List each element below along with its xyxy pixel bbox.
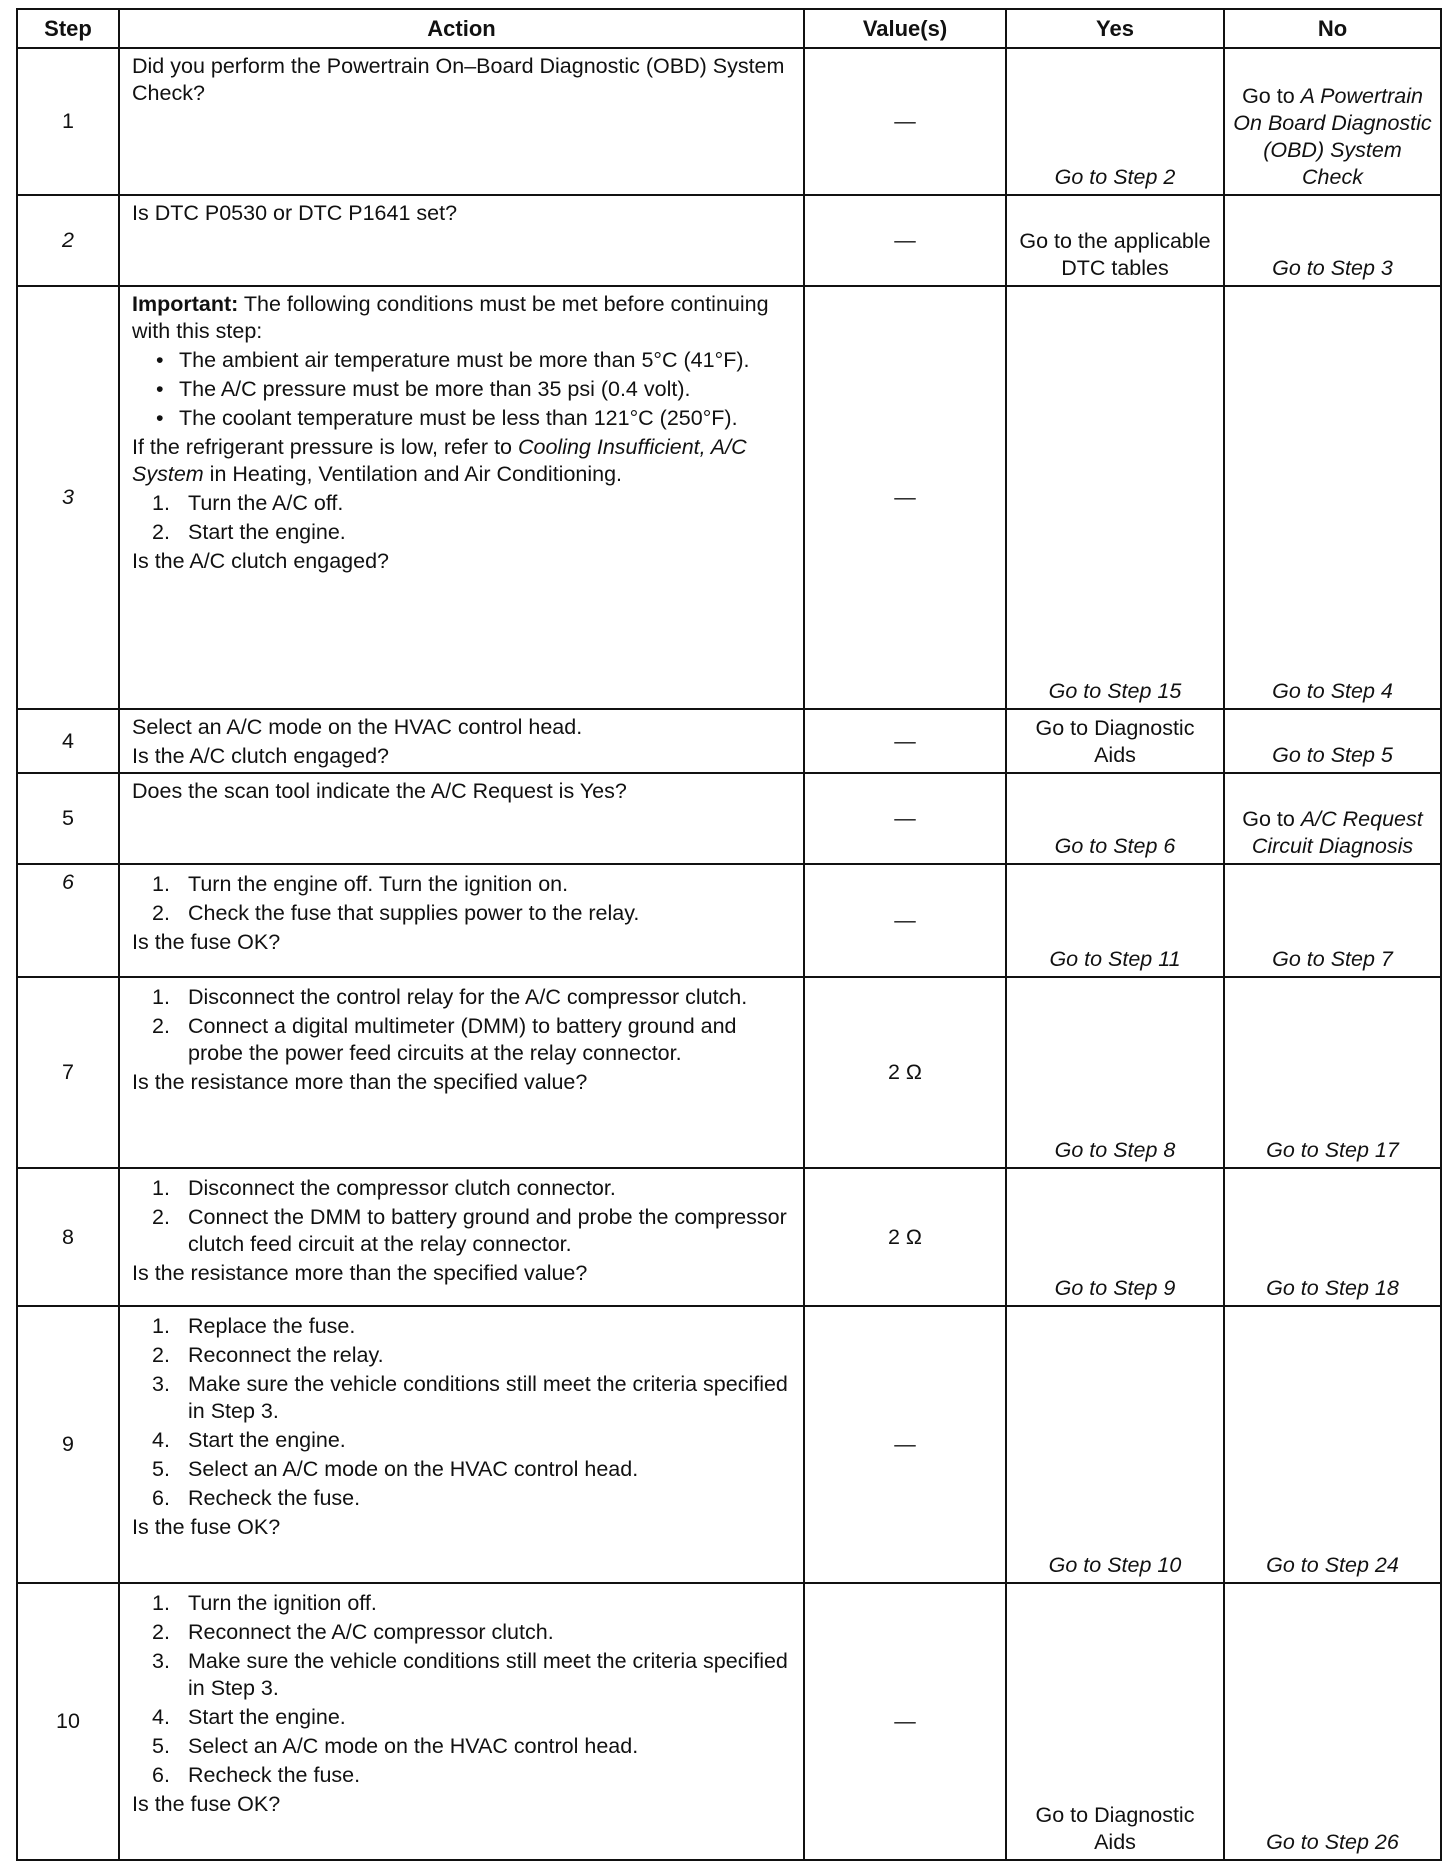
value-cell: 2 Ω — [804, 977, 1006, 1168]
question: Is the fuse OK? — [132, 1792, 281, 1816]
bullet-text: The A/C pressure must be more than 35 psi (0.4 volt). — [179, 377, 691, 401]
action-text: Does the scan tool indicate the A/C Request is Yes? — [132, 779, 627, 803]
step-number: 3 — [17, 286, 119, 709]
refer-text-a: If the refrigerant pressure is low, refer to — [132, 435, 512, 459]
item-text: Disconnect the compressor clutch connector. — [188, 1176, 616, 1200]
yes-link[interactable]: Go to Step 10 — [1006, 1306, 1224, 1583]
item-text: Recheck the fuse. — [188, 1486, 361, 1510]
no-link[interactable]: Go to Step 18 — [1224, 1168, 1441, 1306]
list-item — [132, 1456, 793, 1483]
item-number: 2. — [152, 520, 170, 544]
list-item — [132, 1485, 793, 1512]
no-link-text[interactable]: A/C Request Circuit Diagnosis — [1251, 807, 1423, 858]
list-item — [132, 347, 793, 374]
value-cell: — — [804, 286, 1006, 709]
no-link[interactable]: Go to Step 17 — [1224, 977, 1441, 1168]
no-link[interactable] — [1224, 773, 1441, 864]
table-row-step-1 — [17, 48, 1441, 195]
item-number: 4. — [152, 1705, 170, 1729]
value-cell: — — [804, 709, 1006, 773]
question: Is the A/C clutch engaged? — [132, 744, 389, 768]
bullet-text: The coolant temperature must be less than 121°C (250°F). — [179, 406, 738, 430]
steps-list — [132, 1313, 793, 1512]
no-link[interactable]: Go to Step 24 — [1224, 1306, 1441, 1583]
no-link[interactable]: Go to Step 7 — [1224, 864, 1441, 977]
step-number: 2 — [17, 195, 119, 286]
table-row-step-8 — [17, 1168, 1441, 1306]
header-values: Value(s) — [804, 9, 1006, 48]
no-link[interactable]: Go to Step 26 — [1224, 1583, 1441, 1860]
yes-link[interactable]: Go to Step 15 — [1006, 286, 1224, 709]
table-row-step-9 — [17, 1306, 1441, 1583]
no-prefix: Go to — [1242, 807, 1295, 831]
list-item — [132, 1013, 793, 1067]
steps-list — [132, 984, 793, 1067]
steps-list — [132, 1590, 793, 1789]
value-cell: — — [804, 773, 1006, 864]
item-number: 2. — [152, 1014, 170, 1038]
list-item — [132, 405, 793, 432]
item-text: Start the engine. — [188, 1705, 346, 1729]
item-text: Make sure the vehicle conditions still meet the criteria specified in Step 3. — [188, 1649, 788, 1700]
item-text: Turn the engine off. Turn the ignition on. — [188, 872, 569, 896]
header-action: Action — [119, 9, 804, 48]
step-number: 10 — [17, 1583, 119, 1860]
item-number: 1. — [152, 1314, 170, 1338]
step-number: 4 — [17, 709, 119, 773]
bullet-text: The ambient air temperature must be more than 5°C (41°F). — [179, 348, 750, 372]
item-text: Connect a digital multimeter (DMM) to battery ground and probe the power feed circuits at the relay connector. — [188, 1014, 737, 1065]
item-number: 2. — [152, 1343, 170, 1367]
action-cell — [119, 195, 804, 286]
important-label: Important: — [132, 292, 239, 316]
item-number: 6. — [152, 1763, 170, 1787]
item-number: 5. — [152, 1734, 170, 1758]
refer-text-b: in Heating, Ventilation and Air Conditioning. — [209, 462, 623, 486]
no-link-text[interactable]: A Powertrain On Board Diagnostic (OBD) System Check — [1233, 84, 1432, 189]
important-text: The following conditions must be met before continuing with this step: — [132, 292, 769, 343]
header-row — [17, 9, 1441, 48]
no-link[interactable]: Go to Step 3 — [1224, 195, 1441, 286]
item-text: Turn the ignition off. — [188, 1591, 377, 1615]
action-cell — [119, 773, 804, 864]
table-row-step-5 — [17, 773, 1441, 864]
list-item — [132, 1175, 793, 1202]
list-item — [132, 984, 793, 1011]
question: Is the fuse OK? — [132, 930, 281, 954]
item-number: 2. — [152, 1620, 170, 1644]
step-number: 1 — [17, 48, 119, 195]
refer-link[interactable]: Cooling Insufficient, A/C System — [132, 435, 747, 486]
item-text: Replace the fuse. — [188, 1314, 356, 1338]
item-number: 3. — [152, 1649, 170, 1673]
table-row-step-10 — [17, 1583, 1441, 1860]
list-item — [132, 900, 793, 927]
item-text: Recheck the fuse. — [188, 1763, 361, 1787]
steps-list — [132, 490, 793, 546]
question: Is the resistance more than the specified value? — [132, 1261, 588, 1285]
conditions-list — [132, 347, 793, 432]
yes-link[interactable]: Go to Step 2 — [1006, 48, 1224, 195]
no-prefix: Go to — [1242, 84, 1295, 108]
action-cell — [119, 48, 804, 195]
item-number: 5. — [152, 1457, 170, 1481]
item-number: 1. — [152, 1591, 170, 1615]
item-text: Connect the DMM to battery ground and probe the compressor clutch feed circuit at the relay connector. — [188, 1205, 787, 1256]
yes-link[interactable]: Go to Diagnostic Aids — [1006, 709, 1224, 773]
table-row-step-6 — [17, 864, 1441, 977]
yes-link[interactable]: Go to Diagnostic Aids — [1006, 1583, 1224, 1860]
action-cell — [119, 1306, 804, 1583]
action-cell — [119, 1168, 804, 1306]
action-cell — [119, 286, 804, 709]
item-number: 1. — [152, 872, 170, 896]
action-cell — [119, 709, 804, 773]
list-item — [132, 1762, 793, 1789]
steps-list — [132, 1175, 793, 1258]
value-cell: — — [804, 864, 1006, 977]
list-item — [132, 1371, 793, 1425]
table-row-step-7 — [17, 977, 1441, 1168]
item-number: 1. — [152, 1176, 170, 1200]
diagnostic-table — [16, 8, 1442, 1861]
steps-list — [132, 871, 793, 927]
item-text: Select an A/C mode on the HVAC control head. — [188, 1457, 639, 1481]
no-link[interactable]: Go to Step 4 — [1224, 286, 1441, 709]
refer-text — [132, 434, 793, 488]
table-row-step-2 — [17, 195, 1441, 286]
item-number: 1. — [152, 985, 170, 1009]
item-number: 1. — [152, 491, 170, 515]
bullet-icon: • — [156, 406, 164, 430]
action-text: Did you perform the Powertrain On–Board Diagnostic (OBD) System Check? — [132, 54, 785, 105]
list-item — [132, 1733, 793, 1760]
list-item — [132, 871, 793, 898]
list-item — [132, 490, 793, 517]
step-number: 7 — [17, 977, 119, 1168]
bullet-icon: • — [156, 348, 164, 372]
list-item — [132, 1313, 793, 1340]
yes-link[interactable]: Go to Step 6 — [1006, 773, 1224, 864]
action-cell — [119, 1583, 804, 1860]
list-item — [132, 1648, 793, 1702]
step-number: 6 — [17, 864, 119, 977]
action-text: Is DTC P0530 or DTC P1641 set? — [132, 201, 458, 225]
item-text: Check the fuse that supplies power to the relay. — [188, 901, 640, 925]
list-item — [132, 376, 793, 403]
table-row-step-3 — [17, 286, 1441, 709]
item-text: Start the engine. — [188, 1428, 346, 1452]
list-item — [132, 1342, 793, 1369]
header-yes: Yes — [1006, 9, 1224, 48]
no-link[interactable] — [1224, 48, 1441, 195]
header-no: No — [1224, 9, 1441, 48]
item-number: 4. — [152, 1428, 170, 1452]
list-item — [132, 1704, 793, 1731]
question: Is the fuse OK? — [132, 1515, 281, 1539]
value-cell: — — [804, 1306, 1006, 1583]
action-text: Select an A/C mode on the HVAC control head. — [132, 715, 583, 739]
yes-link[interactable]: Go to Step 9 — [1006, 1168, 1224, 1306]
action-cell — [119, 864, 804, 977]
bullet-icon: • — [156, 377, 164, 401]
step-number: 5 — [17, 773, 119, 864]
value-cell: — — [804, 195, 1006, 286]
table-row-step-4 — [17, 709, 1441, 773]
list-item — [132, 1427, 793, 1454]
step-number: 8 — [17, 1168, 119, 1306]
item-number: 6. — [152, 1486, 170, 1510]
item-text: Reconnect the A/C compressor clutch. — [188, 1620, 554, 1644]
item-text: Select an A/C mode on the HVAC control head. — [188, 1734, 639, 1758]
item-text: Reconnect the relay. — [188, 1343, 384, 1367]
yes-link[interactable]: Go to Step 11 — [1006, 864, 1224, 977]
item-number: 3. — [152, 1372, 170, 1396]
item-text: Turn the A/C off. — [188, 491, 344, 515]
value-cell: — — [804, 48, 1006, 195]
question: Is the resistance more than the specified value? — [132, 1070, 588, 1094]
item-text: Start the engine. — [188, 520, 346, 544]
no-link[interactable]: Go to Step 5 — [1224, 709, 1441, 773]
item-text: Disconnect the control relay for the A/C compressor clutch. — [188, 985, 748, 1009]
yes-link[interactable]: Go to Step 8 — [1006, 977, 1224, 1168]
item-text: Make sure the vehicle conditions still meet the criteria specified in Step 3. — [188, 1372, 788, 1423]
header-step: Step — [17, 9, 119, 48]
list-item — [132, 1590, 793, 1617]
step-number: 9 — [17, 1306, 119, 1583]
value-cell: — — [804, 1583, 1006, 1860]
question: Is the A/C clutch engaged? — [132, 549, 389, 573]
important-note — [132, 291, 793, 345]
list-item — [132, 519, 793, 546]
action-cell — [119, 977, 804, 1168]
yes-link[interactable]: Go to the applicable DTC tables — [1006, 195, 1224, 286]
item-number: 2. — [152, 1205, 170, 1229]
list-item — [132, 1204, 793, 1258]
list-item — [132, 1619, 793, 1646]
value-cell: 2 Ω — [804, 1168, 1006, 1306]
item-number: 2. — [152, 901, 170, 925]
